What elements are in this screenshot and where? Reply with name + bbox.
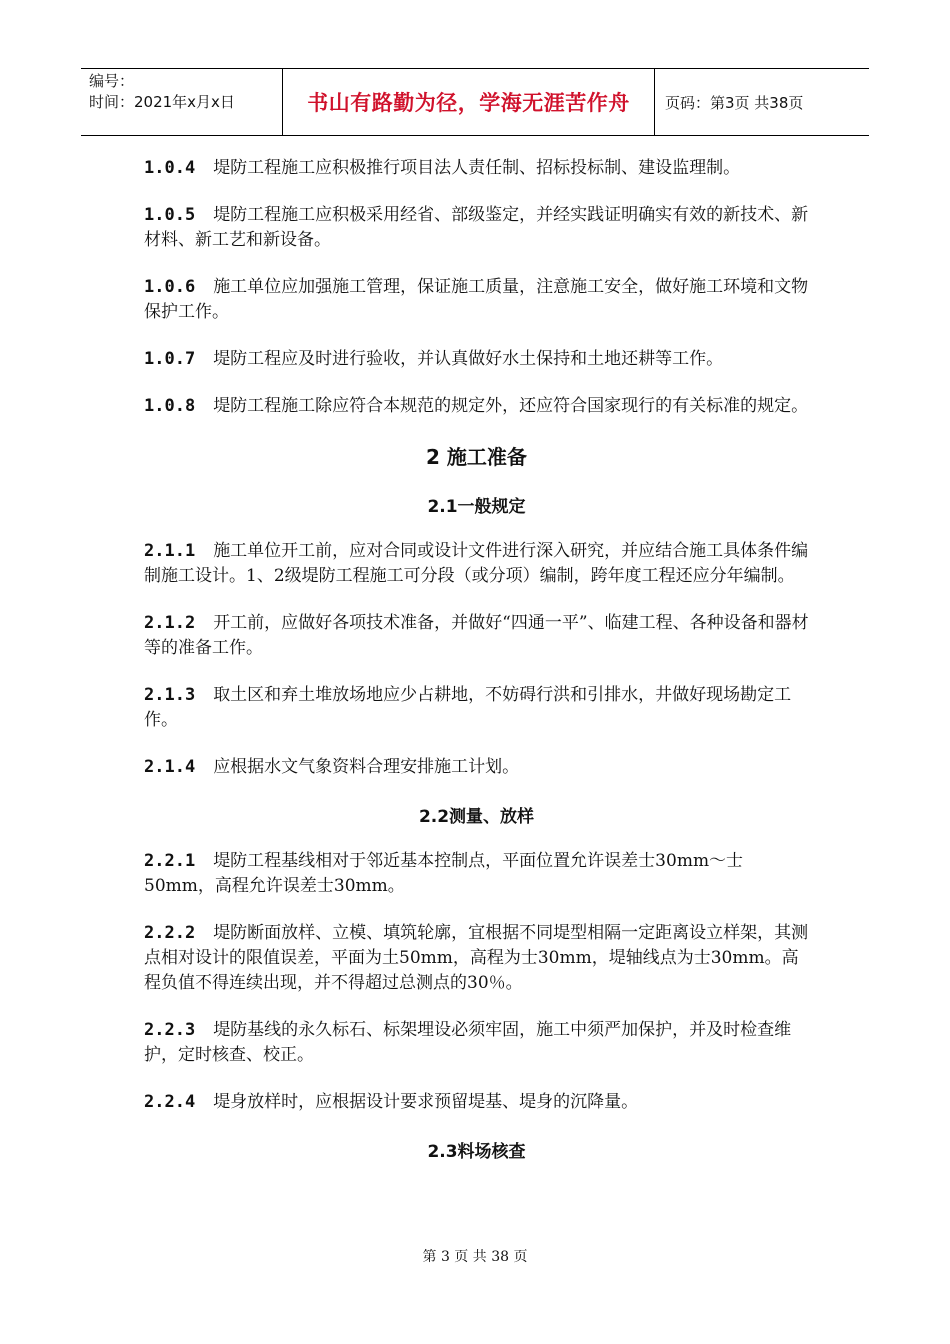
page-info: 页码：第3页 共38页	[665, 93, 804, 112]
clause-text: 取土区和弃土堆放场地应少占耕地，不妨碍行洪和引排水，井做好现场勘定工作。	[144, 685, 792, 730]
clause-number: 1.0.4	[144, 158, 196, 178]
clause-text: 堤防工程基线相对于邻近基本控制点，平面位置允许误差士30mm～士50mm，高程允许误差士30mm。	[144, 851, 744, 896]
clause-paragraph	[144, 921, 809, 996]
clause-paragraph	[144, 156, 809, 181]
clause-text: 堤防工程施工应积极采用经省、部级鉴定，并经实践证明确实有效的新技术、新材料、新工艺和新设备。	[144, 205, 809, 250]
document-body	[144, 156, 809, 1184]
section-heading: 2.2测量、放样	[418, 807, 535, 827]
clause-paragraph	[144, 539, 809, 589]
clause-paragraph	[144, 1018, 809, 1068]
number-label: 编号：	[89, 72, 135, 90]
page-footer: 第 3 页 共 38 页	[422, 1249, 528, 1265]
header-motto-cell	[283, 69, 655, 135]
clause-number: 2.2.2	[144, 923, 196, 943]
header-page-info-cell	[655, 69, 869, 135]
clause-text: 堤防断面放样、立模、填筑轮廓，宜根据不同堤型相隔一定距离设立样架，其测点相对设计的限值误差，平面为土50mm，高程为士30mm，堤轴线点为士30mm。高程负值不得连续出现，并不得超过总测点的30％。	[144, 923, 809, 993]
clause-text: 堤身放样时，应根据设计要求预留堤基、堤身的沉降量。	[213, 1092, 639, 1112]
clause-text: 堤防工程施工应积极推行项目法人责任制、招标投标制、建设监理制。	[213, 158, 741, 178]
clause-paragraph	[144, 849, 809, 899]
clause-paragraph	[144, 611, 809, 661]
clause-number: 2.1.3	[144, 685, 196, 705]
clause-paragraph	[144, 755, 809, 780]
clause-number: 2.1.2	[144, 613, 196, 633]
chapter-heading: 2 施工准备	[426, 445, 527, 469]
clause-number: 2.1.4	[144, 757, 196, 777]
clause-text: 施工单位开工前，应对合同或设计文件进行深入研究，并应结合施工具体条件编制施工设计。1、2级堤防工程施工可分段（或分项）编制，跨年度工程还应分年编制。	[144, 541, 809, 586]
clause-number: 1.0.5	[144, 205, 196, 225]
clause-number: 1.0.8	[144, 396, 196, 416]
clause-text: 堤防工程施工除应符合本规范的规定外，还应符合国家现行的有关标准的规定。	[213, 396, 809, 416]
clause-paragraph	[144, 683, 809, 733]
document-header	[81, 68, 869, 136]
clause-number: 1.0.6	[144, 277, 196, 297]
clause-text: 开工前，应做好各项技术准备，并做好“四通一平”、临建工程、各种设备和器材等的准备工作。	[144, 613, 809, 658]
clause-paragraph	[144, 347, 809, 372]
clause-paragraph	[144, 394, 809, 419]
clause-paragraph	[144, 1090, 809, 1115]
clause-number: 2.2.3	[144, 1020, 196, 1040]
clause-text: 应根据水文气象资料合理安排施工计划。	[213, 757, 520, 777]
clause-number: 1.0.7	[144, 349, 196, 369]
motto: 书山有路勤为径，学海无涯苦作舟	[307, 91, 630, 115]
section-heading: 2.1一般规定	[427, 497, 526, 517]
clause-text: 堤防工程应及时进行验收，并认真做好水土保持和土地还耕等工作。	[213, 349, 724, 369]
clause-text: 施工单位应加强施工管理，保证施工质量，注意施工安全，做好施工环境和文物保护工作。	[144, 277, 809, 322]
clause-text: 堤防基线的永久标石、标架埋设必须牢固，施工中须严加保护，并及时检查维护，定时核查、校正。	[144, 1020, 792, 1065]
section-heading: 2.3料场核查	[427, 1142, 526, 1162]
clause-number: 2.2.1	[144, 851, 196, 871]
time-label: 时间：2021年x月x日	[89, 93, 235, 111]
header-meta	[81, 69, 283, 135]
clause-number: 2.2.4	[144, 1092, 196, 1112]
clause-paragraph	[144, 275, 809, 325]
clause-paragraph	[144, 203, 809, 253]
clause-number: 2.1.1	[144, 541, 196, 561]
